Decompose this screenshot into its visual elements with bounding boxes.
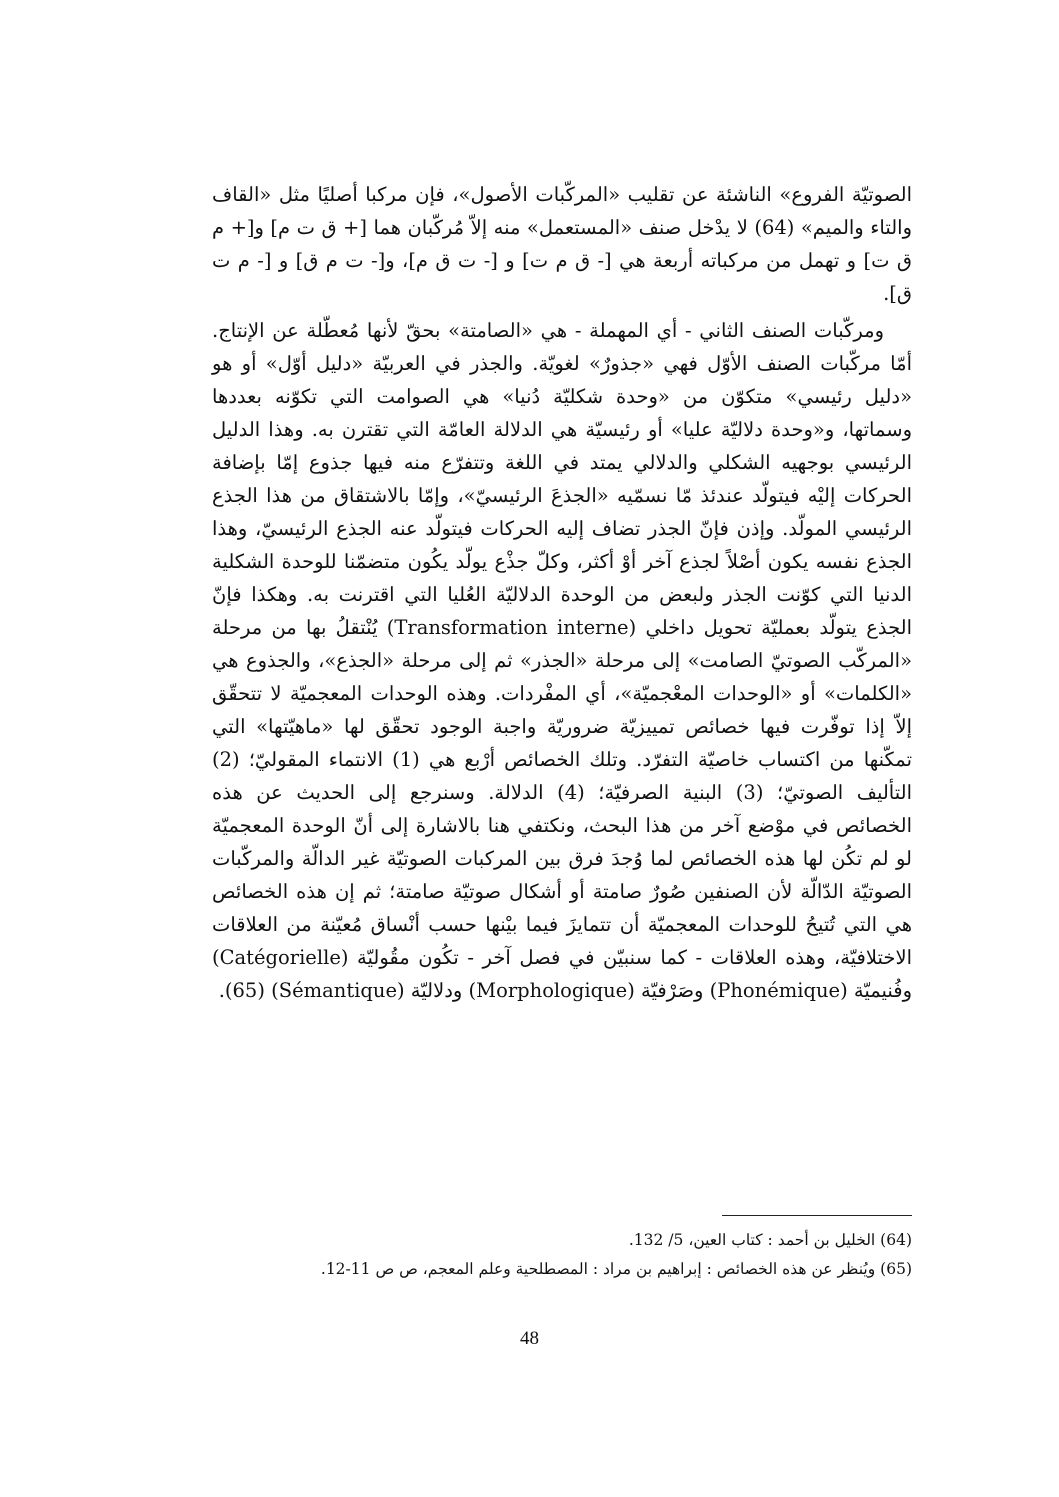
page-number: 48 bbox=[520, 1328, 539, 1349]
paragraph-main: ومركّبات الصنف الثاني - أي المهملة - هي «الصامتة» بحقّ لأنها مُعطّلة عن الإنتاج. أمّا مركّبات الصنف الأوّل فهي «جذورٌ» لغويّة. والجذر في العربيّة «دليل أوّل» أو هو «دليل رئيسي» متكوّن من «وحدة شكليّة دُنيا» هي الصوامت التي تكوّنه بعددها وسماتها، و«وحدة دلاليّة عليا» أو رئيسيّة هي الدلالة العامّة التي تقترن به. وهذا الدليل الرئيسي بوجهيه الشكلي والدلالي يمتد في اللغة وتتفرّع منه فيها جذوع إمّا بإضافة الحركات إليْه فيتولّد عندئذ مّا نسمّيه «الجذعَ الرئيسيّ»، وإمّا بالاشتقاق من هذا الجذع الرئيسي المولّد. وإذن فإنّ الجذر تضاف إليه الحركات فيتولّد عنه الجذع الرئيسيّ، وهذا الجذع نفسه يكون أصْلاً لجذع آخر أوْ أكثر، وكلّ جذْع يولّد يكُون متضمّنا للوحدة الشكلية الدنيا التي كوّنت الجذر ولبعض من الوحدة الدلاليّة العُليا التي اقترنت به. وهكذا فإنّ الجذع يتولّد بعمليّة تحويل داخلي (Transformation interne) يُنْتقلُ بها من مرحلة «المركّب الصوتيّ الصامت» إلى مرحلة «الجذر» ثم إلى مرحلة «الجذع»، والجذوع هي «الكلمات» أو «الوحدات المعْجميّة»، أي المفْردات. وهذه الوحدات المعجميّة لا تتحقّق إلاّ إذا توفّرت فيها خصائص تمييزيّة ضروريّة واجبة الوجود تحقّق لها «ماهيّتها» التي تمكّنها من اكتساب خاصيّة التفرّد. وتلك الخصائص أرْبع هي (1) الانتماء المقوليّ؛ (2) التأليف الصوتيّ؛ (3) البنية الصرفيّة؛ (4) الدلالة. وسنرجع إلى الحديث عن هذه الخصائص في موْضع آخر من هذا البحث، ونكتفي هنا بالاشارة إلى أنّ الوحدة المعجميّة لو لم تكُن لها هذه الخصائص لما وُجدَ فرق بين المركبات الصوتيّة غير الدالّة والمركّبات الصوتيّة الدّالّة لأن الصنفين صُورٌ صامتة أو أشكال صوتيّة صامتة؛ ثم إن هذه الخصائص هي التي تُتيحُ للوحدات المعجميّة أن تتمايزَ فيما بيْنها حسب أنْساق مُعيّنة من العلاقات الاختلافيّة، وهذه العلاقات - كما سنبيّن في فصل آخر - تكُون مقُوليّة (Catégorielle) وفُنيميّة (Phonémique) وصَرْفيّة (Morphologique) ودلاليّة (Sémantique) (65). bbox=[212, 319, 913, 1002]
footnote-64: (64) الخليل بن أحمد : كتاب العين، 5/ 132. bbox=[628, 1231, 912, 1249]
footnote-divider bbox=[722, 1215, 912, 1216]
footnote-65: (65) ويُنظر عن هذه الخصائص : إبراهيم بن مراد : المصطلحية وعلم المعجم، ص ص 11-12. bbox=[320, 1260, 912, 1278]
footnotes bbox=[212, 1226, 912, 1284]
paragraph-continuation: الصوتيّة الفروع» الناشئة عن تقليب «المركّبات الأصول»، فإن مركبا أصليًا مثل «القاف والتاء والميم» (64) لا يدْخل صنف «المستعمل» منه إلاّ مُركّبان هما [+ ق ت م] و[+ م ق ت] و تهمل من مركباته أربعة هي [- ق م ت] و [- ت ق م]، و[- ت م ق] و [- م ت ق]. bbox=[212, 183, 912, 305]
main-text bbox=[212, 178, 912, 1007]
